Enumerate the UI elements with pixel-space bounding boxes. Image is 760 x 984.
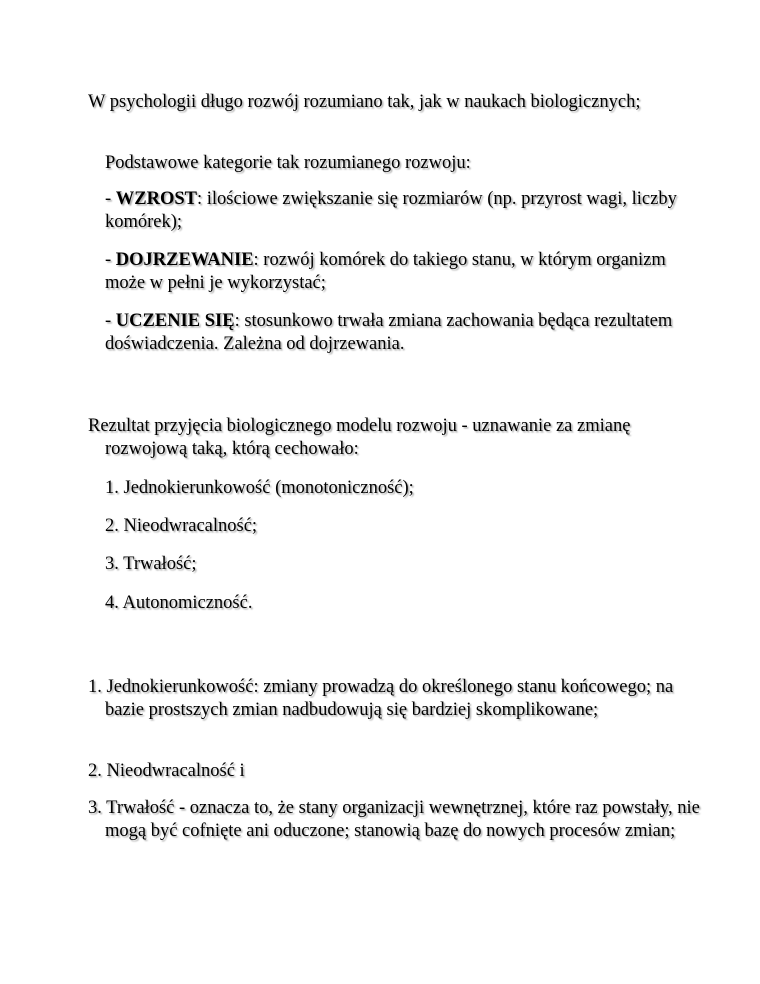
category-prefix: - xyxy=(105,250,116,270)
category-description: : stosunkowo trwała zmiana zachowania będąca rezultatem doświadczenia. Zależna od dojrzewania. xyxy=(105,311,673,354)
result-paragraph: Rezultat przyjęcia biologicznego modelu rozwoju - uznawanie za zmianę rozwojową taką, którą cechowało: xyxy=(88,416,631,459)
category-prefix: - xyxy=(105,311,116,331)
result-list-item: 4. Autonomiczność. xyxy=(105,593,253,613)
category-item-dojrzewanie xyxy=(88,249,705,295)
category-term: WZROST xyxy=(115,189,198,209)
categories-heading: Podstawowe kategorie tak rozumianego rozwoju: xyxy=(105,153,471,173)
category-item-uczenie-sie xyxy=(88,310,705,356)
explanation-paragraph: 3. Trwałość - oznacza to, że stany organizacji wewnętrznej, które raz powstały, nie mogą być cofnięte ani oduczone; stanowią bazę do nowych procesów zmian; xyxy=(88,798,700,841)
category-description: : ilościowe zwiększanie się rozmiarów (np. przyrost wagi, liczby komórek); xyxy=(105,189,677,232)
result-list-item: 3. Trwałość; xyxy=(105,554,197,574)
intro-paragraph: W psychologii długo rozwój rozumiano tak, jak w naukach biologicznych; xyxy=(88,92,641,112)
category-term: UCZENIE SIĘ xyxy=(115,311,235,331)
category-term: DOJRZEWANIE xyxy=(115,250,254,270)
category-description: : rozwój komórek do takiego stanu, w którym organizm może w pełni je wykorzystać; xyxy=(105,250,666,293)
explanation-paragraph: 2. Nieodwracalność i xyxy=(88,761,245,781)
result-list-item: 2. Nieodwracalność; xyxy=(105,516,258,536)
category-item-wzrost xyxy=(88,188,705,234)
category-prefix: - xyxy=(105,189,116,209)
result-list-item: 1. Jednokierunkowość (monotoniczność); xyxy=(105,478,414,498)
explanation-paragraph: 1. Jednokierunkowość: zmiany prowadzą do określonego stanu końcowego; na bazie prostszych zmian nadbudowują się bardziej skomplikowane; xyxy=(88,677,674,720)
